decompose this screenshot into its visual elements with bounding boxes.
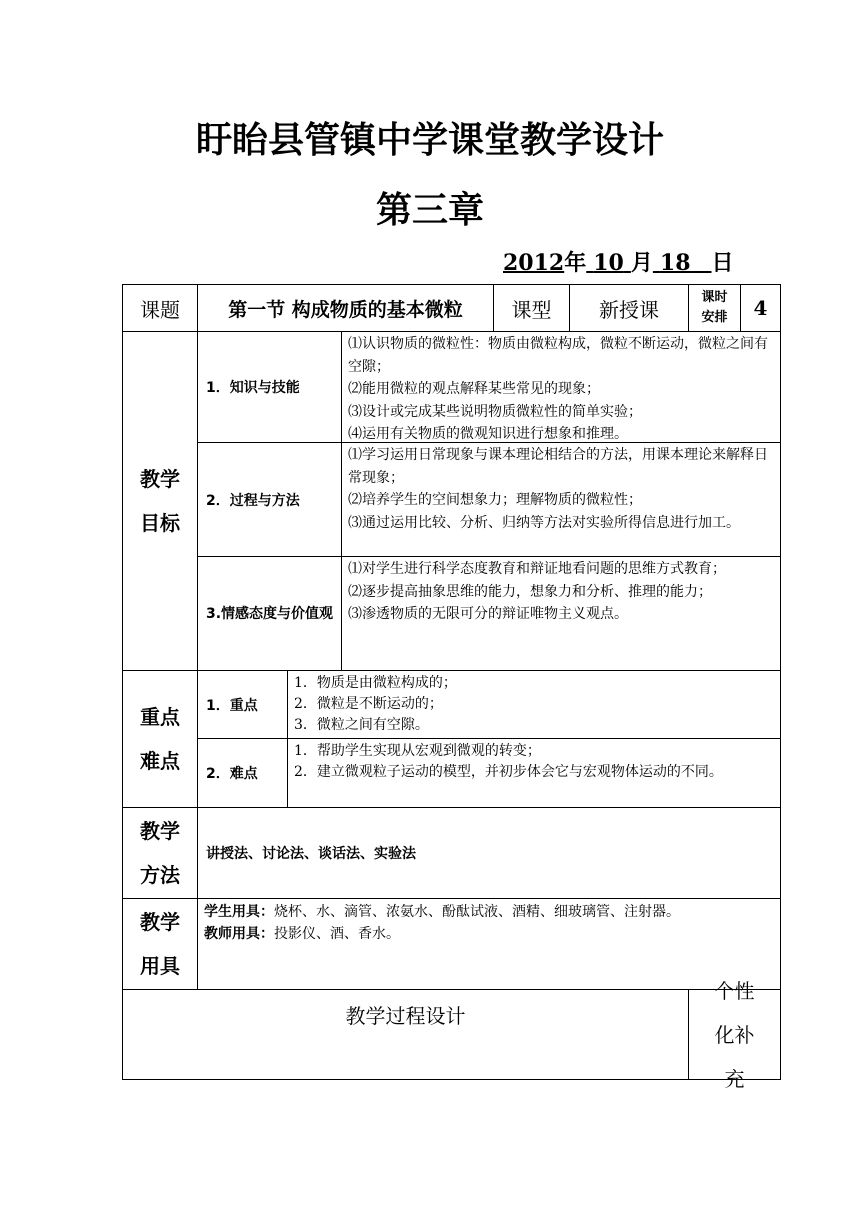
process-line: ⑴学习运用日常现象与课本理论相结合的方法，用课本理论来解释日常现象； xyxy=(348,447,768,486)
objective-attitude-label: 3.情感态度与价值观 xyxy=(197,556,342,671)
date-month: 10 xyxy=(593,250,624,276)
difficulty-label: 2．难点 xyxy=(197,738,288,808)
keypoint-text xyxy=(287,670,781,739)
knowledge-line: ⑷运用有关物质的微观知识进行想象和推理。 xyxy=(348,426,628,442)
date-month-suffix: 月 xyxy=(630,250,653,276)
knowledge-line: ⑶设计或完成某些说明物质微粒性的简单实验； xyxy=(348,403,642,420)
label-objectives: 教学目标 xyxy=(122,331,198,671)
page-title: 盱眙县管镇中学课堂教学设计 xyxy=(195,120,664,161)
student-tools-label: 学生用具： xyxy=(204,904,274,920)
difficulty-line: 2．建立微观粒子运动的模型，并初步体会它与宏观物体运动的不同。 xyxy=(294,764,723,780)
label-lesson-type: 课型 xyxy=(493,284,570,332)
objective-knowledge-label: 1．知识与技能 xyxy=(197,331,342,443)
attitude-line: ⑶渗透物质的无限可分的辩证唯物主义观点。 xyxy=(348,606,628,622)
objective-process-label: 2．过程与方法 xyxy=(197,442,342,557)
process-line: ⑵培养学生的空间想象力；理解物质的微粒性； xyxy=(348,492,642,508)
keypoint-line: 2．微粒是不断运动的； xyxy=(294,696,443,712)
knowledge-line: ⑴认识物质的微粒性：物质由微粒构成，微粒不断运动，微粒之间有空隙； xyxy=(348,336,768,375)
difficulty-line: 1．帮助学生实现从宏观到微观的转变； xyxy=(294,743,541,759)
lesson-hours: 4 xyxy=(740,284,781,332)
label-topic: 课题 xyxy=(122,284,198,332)
label-keypoints: 重点难点 xyxy=(122,670,198,808)
attitude-line: ⑴对学生进行科学态度教育和辩证地看问题的思维方式教育； xyxy=(348,561,726,577)
objective-process-text xyxy=(341,442,781,557)
date-day-suffix: 日 xyxy=(711,250,734,276)
label-methods: 教学方法 xyxy=(122,807,198,899)
objective-knowledge-text xyxy=(341,331,781,443)
objective-attitude-text xyxy=(341,556,781,671)
process-design-label: 教学过程设计 xyxy=(122,989,689,1080)
date-year-suffix: 年 xyxy=(564,250,587,276)
teaching-tools xyxy=(197,898,781,990)
knowledge-line: ⑵能用微粒的观点解释某些常见的现象； xyxy=(348,381,600,397)
keypoint-label: 1．重点 xyxy=(197,670,288,739)
chapter-title: 第三章 xyxy=(375,190,484,231)
lesson-topic: 第一节 构成物质的基本微粒 xyxy=(197,284,494,332)
date-line xyxy=(503,246,734,277)
teaching-methods: 讲授法、讨论法、谈话法、实验法 xyxy=(197,807,781,899)
label-tools: 教学用具 xyxy=(122,898,198,990)
teacher-tools-label: 教师用具： xyxy=(204,926,274,942)
keypoint-line: 3．微粒之间有空隙。 xyxy=(294,717,429,733)
teacher-tools: 投影仪、酒、香水。 xyxy=(274,926,400,942)
date-day: 18 xyxy=(659,250,691,276)
student-tools: 烧杯、水、滴管、浓氨水、酚酞试液、酒精、细玻璃管、注射器。 xyxy=(274,904,680,920)
attitude-line: ⑵逐步提高抽象思维的能力，想象力和分析、推理的能力； xyxy=(348,583,712,600)
date-year: 2012 xyxy=(503,250,565,276)
difficulty-text xyxy=(287,738,781,808)
label-hours: 课时安排 xyxy=(688,284,741,332)
process-line: ⑶通过运用比较、分析、归纳等方法对实验所得信息进行加工。 xyxy=(348,514,740,531)
lesson-type: 新授课 xyxy=(569,284,689,332)
keypoint-line: 1．物质是由微粒构成的； xyxy=(294,675,457,691)
supplement-label: 个性化补充 xyxy=(688,989,781,1080)
